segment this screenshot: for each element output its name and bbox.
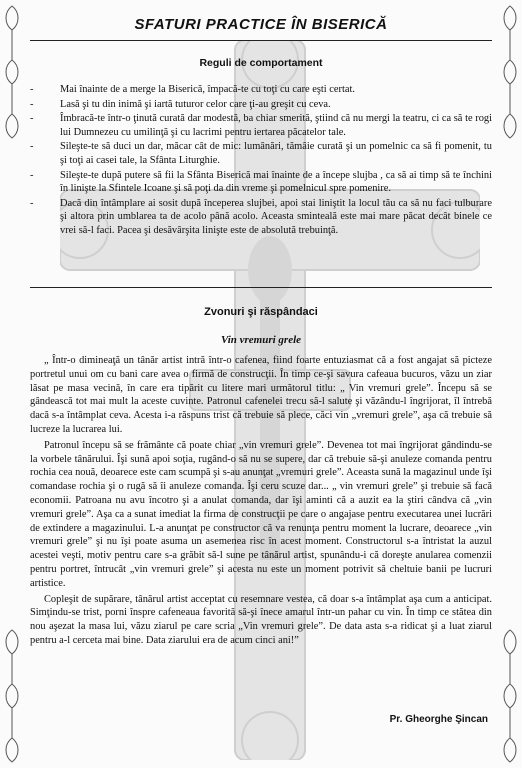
story-paragraph: Patronul începu să se frământe că poate chiar „vin vremuri grele”. Devenea tot mai îngrijorat gândindu-se la vorbele tânărului. Îşi sună apoi soţia, rugând-o să nu se supere, dar că trebuie să-şi anuleze comanda pentru rochia cea nouă, deoarece este cam scumpă şi s-au anunţat „vremuri grele”. Aceasta sună la magazinul unde îşi comandase rochia şi o rugă să îi anuleze comanda. Îşi ceru scuze dar... „ vin vremuri grele” şi trebuie să facă economii. Patroana nu avu încotro şi a anulat comanda, dar îşi aminti că a auzit ea la ştiri cândva că „vin vremuri grele”. Aşa ca a sunat imediat la firma de construcţii pe care o angajase pentru executarea unei lucrări de extindere a magazinului. L-a anunţat pe constructor că va renunţa pentru moment la lucrare, deoarece „vin vremuri grele” şi nu îşi poate asuma un asemenea risc în acest moment. Constructorul s-a întristat la auzul acestei veşti, motiv pentru care s-a grăbit să-l sune pe tânărul artist, spunându-i că doreşte anularea comenzii pentru portret, întrucât „vin vremuri grele” şi acesta nu este un moment potrivit să cheltuie banii pe lucruri artistice.: [30, 439, 492, 589]
author-signature: Pr. Gheorghe Şincan: [389, 714, 488, 725]
list-item: - Sileşte-te după putere să fii la Sfânta Biserică mai înainte de a începe slujba , ca să ai timp să te închini în linişte la Sfintele Icoane şi să poţi da din vreme şi pomelnicul spre pomenire.: [30, 169, 492, 195]
list-item: - Mai înainte de a merge la Biserică, împacă-te cu toţi cu care eşti certat.: [30, 84, 355, 95]
list-item: - Sileşte-te să duci un dar, măcar cât de mic: lumânări, tămâie curată şi un pomelnic ca să fi pomenit, tu şi toţi ai casei tale, la Sfânta Liturghie.: [30, 141, 492, 166]
rules-list: [30, 83, 492, 238]
story-paragraph: Copleşit de supărare, tânărul artist acceptat cu resemnare vestea, că doar s-a întâmplat aşa cum a anticipat. Simţindu-se trist, porni înspre cafeneaua favorită să-şi înece amarul într-un pahar cu vin. În timp ce stătea din nou aşezat la masa lui, văzu ziarul pe care scria „Vin vremuri grele”. De data asta s-a ridicat şi a luat ziarul pentru a-l cerceta mai bine. Data ziarului era de acum cinci ani!”: [30, 593, 492, 646]
story-body: [30, 354, 492, 648]
left-ornament-border: [0, 0, 24, 768]
story-subheading: Vin vremuri grele: [220, 334, 302, 346]
list-item: - Îmbracă-te într-o ţinută curată dar modestă, ba chiar smerită, ştiind că nu mergi la teatru, ci ca să te rogi lui Dumnezeu cu umilinţă şi cu lacrimi pentru iertarea păcatelor tale.: [30, 113, 492, 138]
top-divider: [30, 40, 492, 41]
list-item: - Dacă din întâmplare ai sosit după începerea slujbei, apoi stai liniştit la locul tău ca să nu faci tulburare şi altora prin umblarea ta de acolo până acolo. Aceasta sminteală este mai mare păcat decât binele ce vrei să-l faci. Pacea şi desăvârşita linişte este de absolută trebuinţă.: [30, 197, 492, 236]
story-paragraph: „ Într-o dimineaţă un tânăr artist intră într-o cafenea, fiind foarte entuziasmat că a fost angajat să picteze portretul unui om cu bani care avea o firmă de construcţii. În timp ce-şi savura cafeaua bucuros, văzu un ziar lăsat pe masa vecină, în care era tipărit cu litere mari următorul titlu: „ Vin vremuri grele”. Începu să se gândească tot mai mult la aceste cuvinte. Patronul cafenelei trecu să-l salute şi văzându-l îngrijorat, îl întrebă dacă s-a întâmplat ceva. Acesta i-a răspuns trist că trebuie să plece, căci vin „vremuri grele”, aşa că trebuie să lucreze la lucrarea lui.: [30, 355, 492, 435]
rules-section: [30, 57, 492, 239]
story-heading: Zvonuri şi răspândaci: [204, 306, 318, 318]
right-ornament-border: [498, 0, 522, 768]
section-divider: [30, 287, 492, 288]
page-title: SFATURI PRACTICE ÎN BISERICĂ: [134, 16, 388, 33]
list-item: - Lasă şi tu din inimă şi iartă tuturor celor care ţi-au greşit cu ceva.: [30, 98, 331, 110]
rules-heading: Reguli de comportament: [199, 57, 323, 69]
story-section: [30, 306, 492, 650]
